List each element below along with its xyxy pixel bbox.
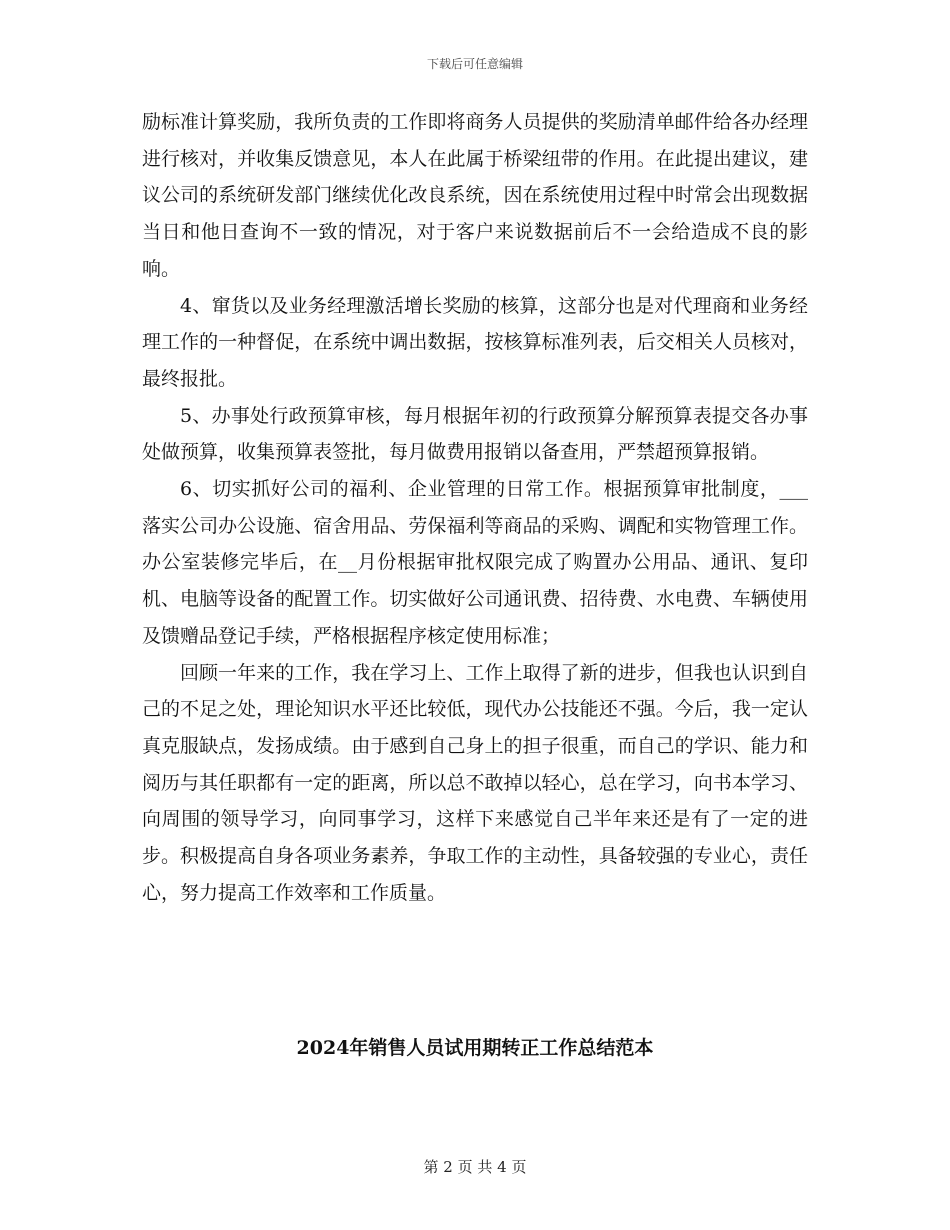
paragraph-review: 回顾一年来的工作，我在学习上、工作上取得了新的进步，但我也认识到自己的不足之处，理论知识水平还比较低，现代办公技能还不强。今后，我一定认真克服缺点，发扬成绩。由于感到自己身上的担子很重，而自己的学识、能力和阅历与其任职都有一定的距离，所以总不敢掉以轻心，总在学习，向书本学习、向周围的领导学习，向同事学习，这样下来感觉自己半年来还是有了一定的进步。积极提高自身各项业务素养，争取工作的主动性，具备较强的专业心，责任心，努力提高工作效率和工作质量。 <box>142 661 808 904</box>
paragraph-item-5: 5、办事处行政预算审核，每月根据年初的行政预算分解预算表提交各办事处做预算，收集预算表签批，每月做费用报销以备查用，严禁超预算报销。 <box>142 404 808 464</box>
page-header: 下载后可任意编辑 <box>426 57 523 71</box>
paragraph-item-6: 6、切实抓好公司的福利、企业管理的日常工作。根据预算审批制度，___落实公司办公设施、宿舍用品、劳保福利等商品的采购、调配和实物管理工作。办公室装修完毕后，在__月份根据审批权限完成了购置办公用品、通讯、复印机、电脑等设备的配置工作。切实做好公司通讯费、招待费、水电费、车辆使用及馈赠品登记手续，严格根据程序核定使用标准； <box>142 478 808 647</box>
document-body <box>142 104 808 911</box>
paragraph-item-4: 4、窜货以及业务经理激活增长奖励的核算，这部分也是对代理商和业务经理工作的一种督促，在系统中调出数据，按核算标准列表，后交相关人员核对，最终报批。 <box>142 294 808 390</box>
page-footer: 第 2 页 共 4 页 <box>423 1158 527 1176</box>
section-title: 2024年销售人员试用期转正工作总结范本 <box>296 1037 654 1059</box>
paragraph-continuation: 励标准计算奖励，我所负责的工作即将商务人员提供的奖励清单邮件给各办经理进行核对，并收集反馈意见，本人在此属于桥梁纽带的作用。在此提出建议，建议公司的系统研发部门继续优化改良系统，因在系统使用过程中时常会出现数据当日和他日查询不一致的情况，对于客户来说数据前后不一会给造成不良的影响。 <box>142 111 808 280</box>
